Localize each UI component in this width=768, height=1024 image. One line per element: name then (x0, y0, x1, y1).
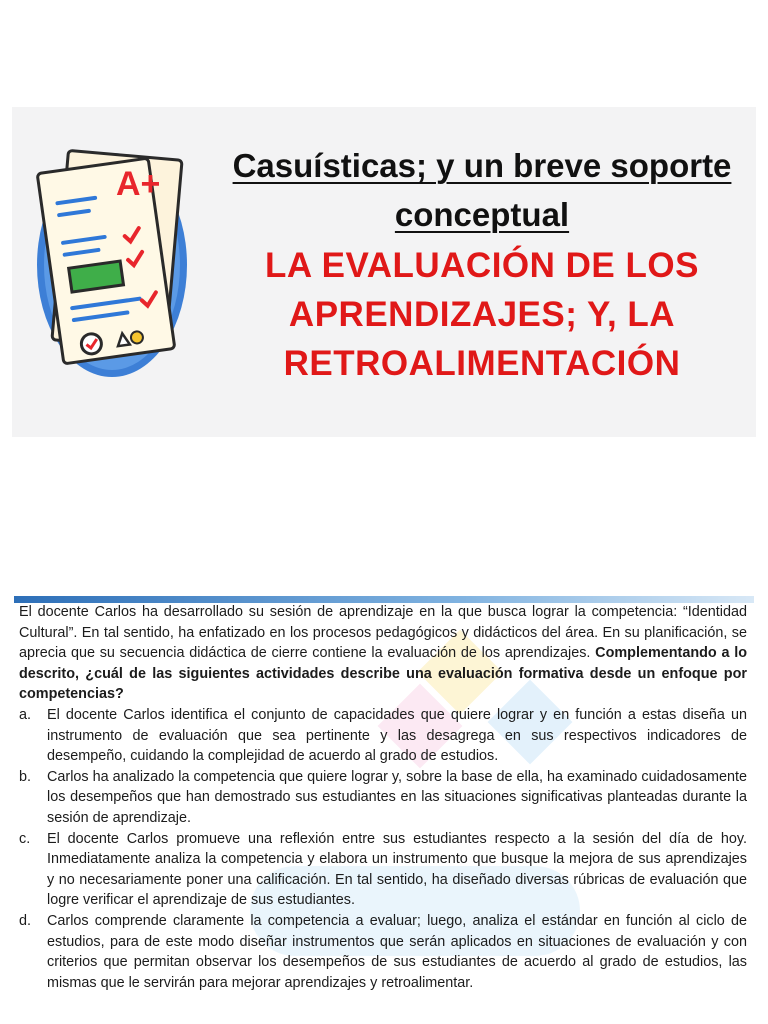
option-text: El docente Carlos promueve una reflexión entre sus estudiantes respecto a la sesión del día de hoy. Inmediatamente analiza la competencia y elabora un instrumento que busque la mejora de sus aprendizajes y no necesariamente poner una calificación. En tal sentido, ha diseñado diversas rúbricas de evaluación que logre verificar el aprendizaje de sus estudiantes. (47, 830, 747, 909)
title-line-2: conceptual (394, 196, 570, 233)
subtitle-line-1: LA EVALUACIÓN DE LOS (265, 246, 699, 285)
option-text: El docente Carlos identifica el conjunto de capacidades que quiere lograr y en función a estas diseña un instrumento de evaluación que sea pertinente y las desagrega en sus respectivos indicadores de desempeño, cuidando la complejidad de acuerdo al grado de estudios. (47, 706, 747, 765)
slide-titles (202, 107, 762, 437)
title-slide (12, 107, 756, 437)
option-letter: b. (19, 768, 32, 785)
subtitle-line-3: RETROALIMENTACIÓN (283, 344, 681, 383)
option-c[interactable] (19, 829, 747, 911)
option-d[interactable] (19, 911, 747, 993)
graded-paper-icon (24, 145, 194, 385)
option-letter: d. (19, 912, 32, 929)
option-a[interactable] (19, 705, 747, 767)
title-line-1: Casuísticas; y un breve soporte (232, 147, 732, 184)
question-paragraph (19, 602, 747, 705)
option-letter: a. (19, 706, 32, 723)
question-prompt: Complementando a lo descrito, ¿cuál de las siguientes actividades describe una evaluación formativa desde un enfoque por competencias? (19, 645, 747, 703)
grade-text: A+ (116, 165, 161, 203)
question-text (19, 602, 747, 993)
option-letter: c. (19, 830, 31, 847)
question-slide (0, 596, 768, 1024)
subtitle-line-2: APRENDIZAJES; Y, LA (288, 295, 676, 334)
question-intro: El docente Carlos ha desarrollado su sesión de aprendizaje en la que busca lograr la competencia: “Identidad Cultural”. En tal sentido, ha enfatizado en los procesos pedagógicos y didácticos del área. En su planificación, se aprecia que su secuencia didáctica de cierre contiene la evaluación de los aprendizajes. (19, 604, 747, 662)
option-text: Carlos comprende claramente la competencia a evaluar; luego, analiza el estándar en función al ciclo de estudios, para de este modo diseñar instrumentos que serán aplicados en situaciones de evaluación y con criterios que permitan observar los desempeños de sus estudiantes de acuerdo al grado de estudios, las mismas que le servirán para mejorar aprendizajes y retroalimentar. (47, 912, 747, 991)
option-b[interactable] (19, 767, 747, 829)
option-text: Carlos ha analizado la competencia que quiere lograr y, sobre la base de ella, ha examinado cuidadosamente los desempeños que han demostrado sus estudiantes en las situaciones significativas planteadas durante la sesión de aprendizaje. (47, 768, 747, 826)
answer-options (19, 705, 747, 993)
